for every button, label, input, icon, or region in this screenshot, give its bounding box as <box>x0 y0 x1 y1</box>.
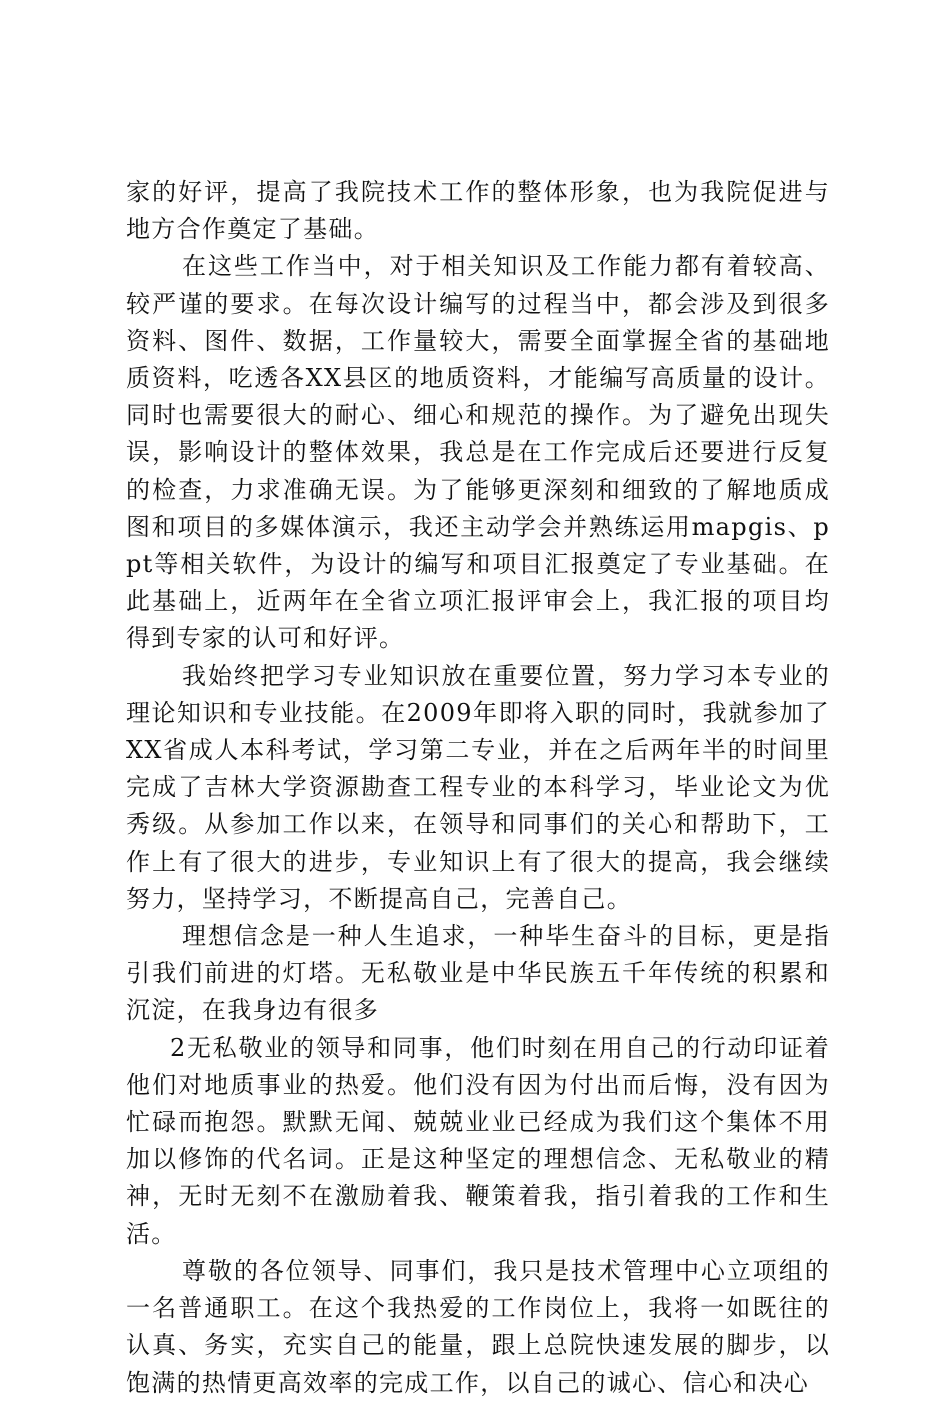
paragraph-work-requirements: 在这些工作当中，对于相关知识及工作能力都有着较高、较严谨的要求。在每次设计编写的过程当中，都会涉及到很多资料、图件、数据，工作量较大，需要全面掌握全省的基础地质资料，吃透各XX县区的地质资料，才能编写高质量的设计。同时也需要很大的耐心、细心和规范的操作。为了避免出现失误，影响设计的整体效果，我总是在工作完成后还要进行反复的检查，力求准确无误。为了能够更深刻和细致的了解地质成图和项目的多媒体演示，我还主动学会并熟练运用mapgis、ppt等相关软件，为设计的编写和项目汇报奠定了专业基础。在此基础上，近两年在全省立项汇报评审会上，我汇报的项目均得到专家的认可和好评。 <box>126 252 830 653</box>
paragraph-closing: 尊敬的各位领导、同事们，我只是技术管理中心立项组的一名普通职工。在这个我热爱的工作岗位上，我将一如既往的认真、务实，充实自己的能量，跟上总院快速发展的脚步，以饱满的热情更高效率的完成工作，以自己的诚心、信心和决心 <box>126 1256 830 1397</box>
paragraph-ideals-beliefs: 理想信念是一种人生追求，一种毕生奋斗的目标，更是指引我们前进的灯塔。无私敬业是中华民族五千年传统的积累和沉淀，在我身边有很多 <box>126 922 830 1025</box>
paragraph-professional-study: 我始终把学习专业知识放在重要位置，努力学习本专业的理论知识和专业技能。在2009年即将入职的同时，我就参加了XX省成人本科考试，学习第二专业，并在之后两年半的时间里完成了吉林大学资源勘查工程专业的本科学习，毕业论文为优秀级。从参加工作以来，在领导和同事们的关心和帮助下，工作上有了很大的进步，专业知识上有了很大的提高，我会继续努力，坚持学习，不断提高自己，完善自己。 <box>126 661 830 913</box>
document-page <box>126 174 830 1402</box>
paragraph-continuation: 家的好评，提高了我院技术工作的整体形象，也为我院促进与地方合作奠定了基础。 <box>126 178 830 244</box>
paragraph-dedicated-colleagues: 2无私敬业的领导和同事，他们时刻在用自己的行动印证着他们对地质事业的热爱。他们没有因为付出而后悔，没有因为忙碌而抱怨。默默无闻、兢兢业业已经成为我们这个集体不用加以修饰的代名词。正是这种坚定的理想信念、无私敬业的精神，无时无刻不在激励着我、鞭策着我，指引着我的工作和生活。 <box>126 1033 830 1248</box>
